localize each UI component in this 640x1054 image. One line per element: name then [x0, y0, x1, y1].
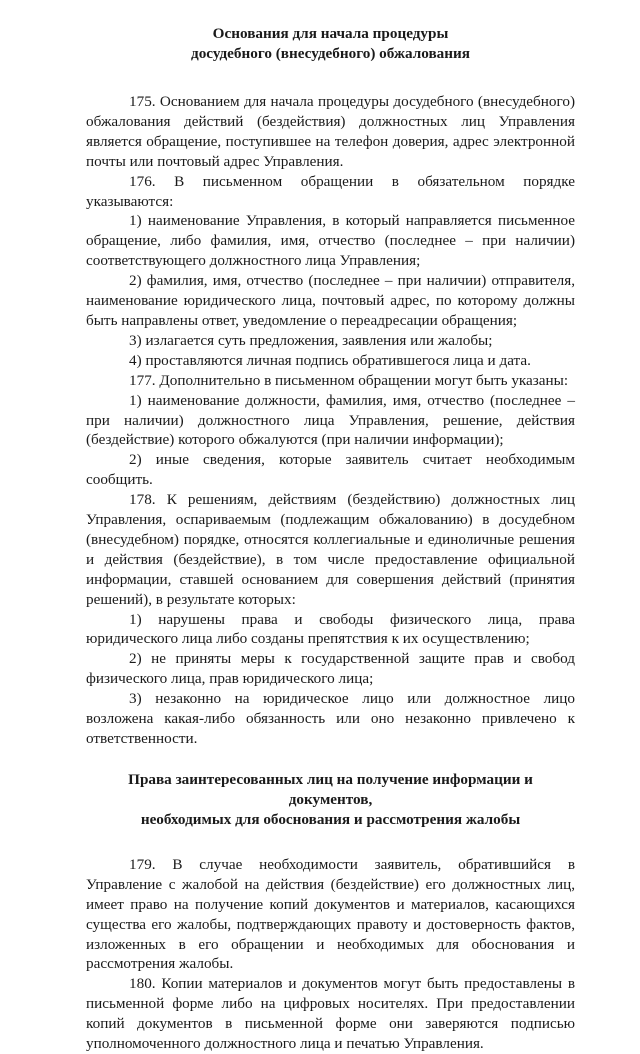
paragraph-175: 175. Основанием для начала процедуры досудебного (внесудебного) обжалования действий (бездействия) должностных лиц Управления является обращение, поступившее на телефон доверия, адрес электронной почты или почтовый адрес Управления.: [86, 93, 575, 170]
paragraph-178-item-3: 3) незаконно на юридическое лицо или должностное лицо возложена какая-либо обязанность или оно незаконно привлечено к ответственности.: [86, 690, 575, 747]
paragraph-180: 180. Копии материалов и документов могут быть предоставлены в письменной форме либо на цифровых носителях. При предоставлении копий документов в письменной форме они заверяются подписью уполномоченного должностного лица и печатью Управления.: [86, 975, 575, 1053]
paragraph-177-item-2: 2) иные сведения, которые заявитель считает необходимым сообщить.: [86, 451, 575, 489]
paragraph-176-item-1: 1) наименование Управления, в который направляется письменное обращение, либо фамилия, имя, отчество (последнее – при наличии) соответствующего должностного лица Управления;: [86, 212, 575, 270]
section-title-line: досудебного (внесудебного) обжалования: [191, 45, 470, 62]
section-title-line: Права заинтересованных лиц на получение информации и документов,: [128, 770, 533, 808]
paragraph-176-item-2: 2) фамилия, имя, отчество (последнее – при наличии) отправителя, наименование юридического лица, почтовый адрес, по которому должны быть направлены ответ, уведомление о переадресации обращения;: [86, 272, 575, 329]
section-title-line: необходимых для обоснования и рассмотрения жалобы: [140, 810, 521, 828]
section-title-line: Основания для начала процедуры: [212, 25, 449, 42]
paragraph-178: 178. К решениям, действиям (бездействию) должностных лиц Управления, оспариваемым (подлежащим обжалованию) в досудебном (внесудебном) порядке, относятся коллегиальные и единоличные решения и действия (бездействие), в том числе предоставление официальной информации, ставшей основанием для совершения действий (принятия решений), в результате которых:: [86, 491, 575, 608]
section-body-grounds: [86, 92, 575, 749]
paragraph-177-item-1: 1) наименование должности, фамилия, имя, отчество (последнее – при наличии) должностного лица Управления, решение, действия (бездействие) которого обжалуются (при наличии информации);: [86, 391, 575, 449]
section-title-rights: [86, 770, 575, 830]
paragraph-176: 176. В письменном обращении в обязательном порядке указываются:: [86, 172, 575, 210]
paragraph-177: 177. Дополнительно в письменном обращении могут быть указаны:: [129, 371, 569, 389]
paragraph-178-item-2: 2) не приняты меры к государственной защите прав и свобод физического лица, прав юридического лица;: [86, 650, 575, 688]
paragraph-178-item-1: 1) нарушены права и свободы физического лица, права юридического лица либо созданы препятствия к их осуществлению;: [86, 610, 575, 648]
paragraph-179: 179. В случае необходимости заявитель, обратившийся в Управление с жалобой на действия (бездействие) его должностных лиц, имеет право на получение копий документов и материалов, касающихся существа его жалобы, подтверждающих правоту и достоверность фактов, изложенных в его обращении и необходимых для обоснования и рассмотрения жалобы.: [86, 855, 575, 973]
paragraph-176-item-3: 3) излагается суть предложения, заявления или жалобы;: [129, 331, 493, 349]
section-title-grounds: [86, 24, 575, 64]
paragraph-176-item-4: 4) проставляются личная подпись обратившегося лица и дата.: [129, 351, 531, 369]
section-body-rights: [86, 855, 575, 1054]
